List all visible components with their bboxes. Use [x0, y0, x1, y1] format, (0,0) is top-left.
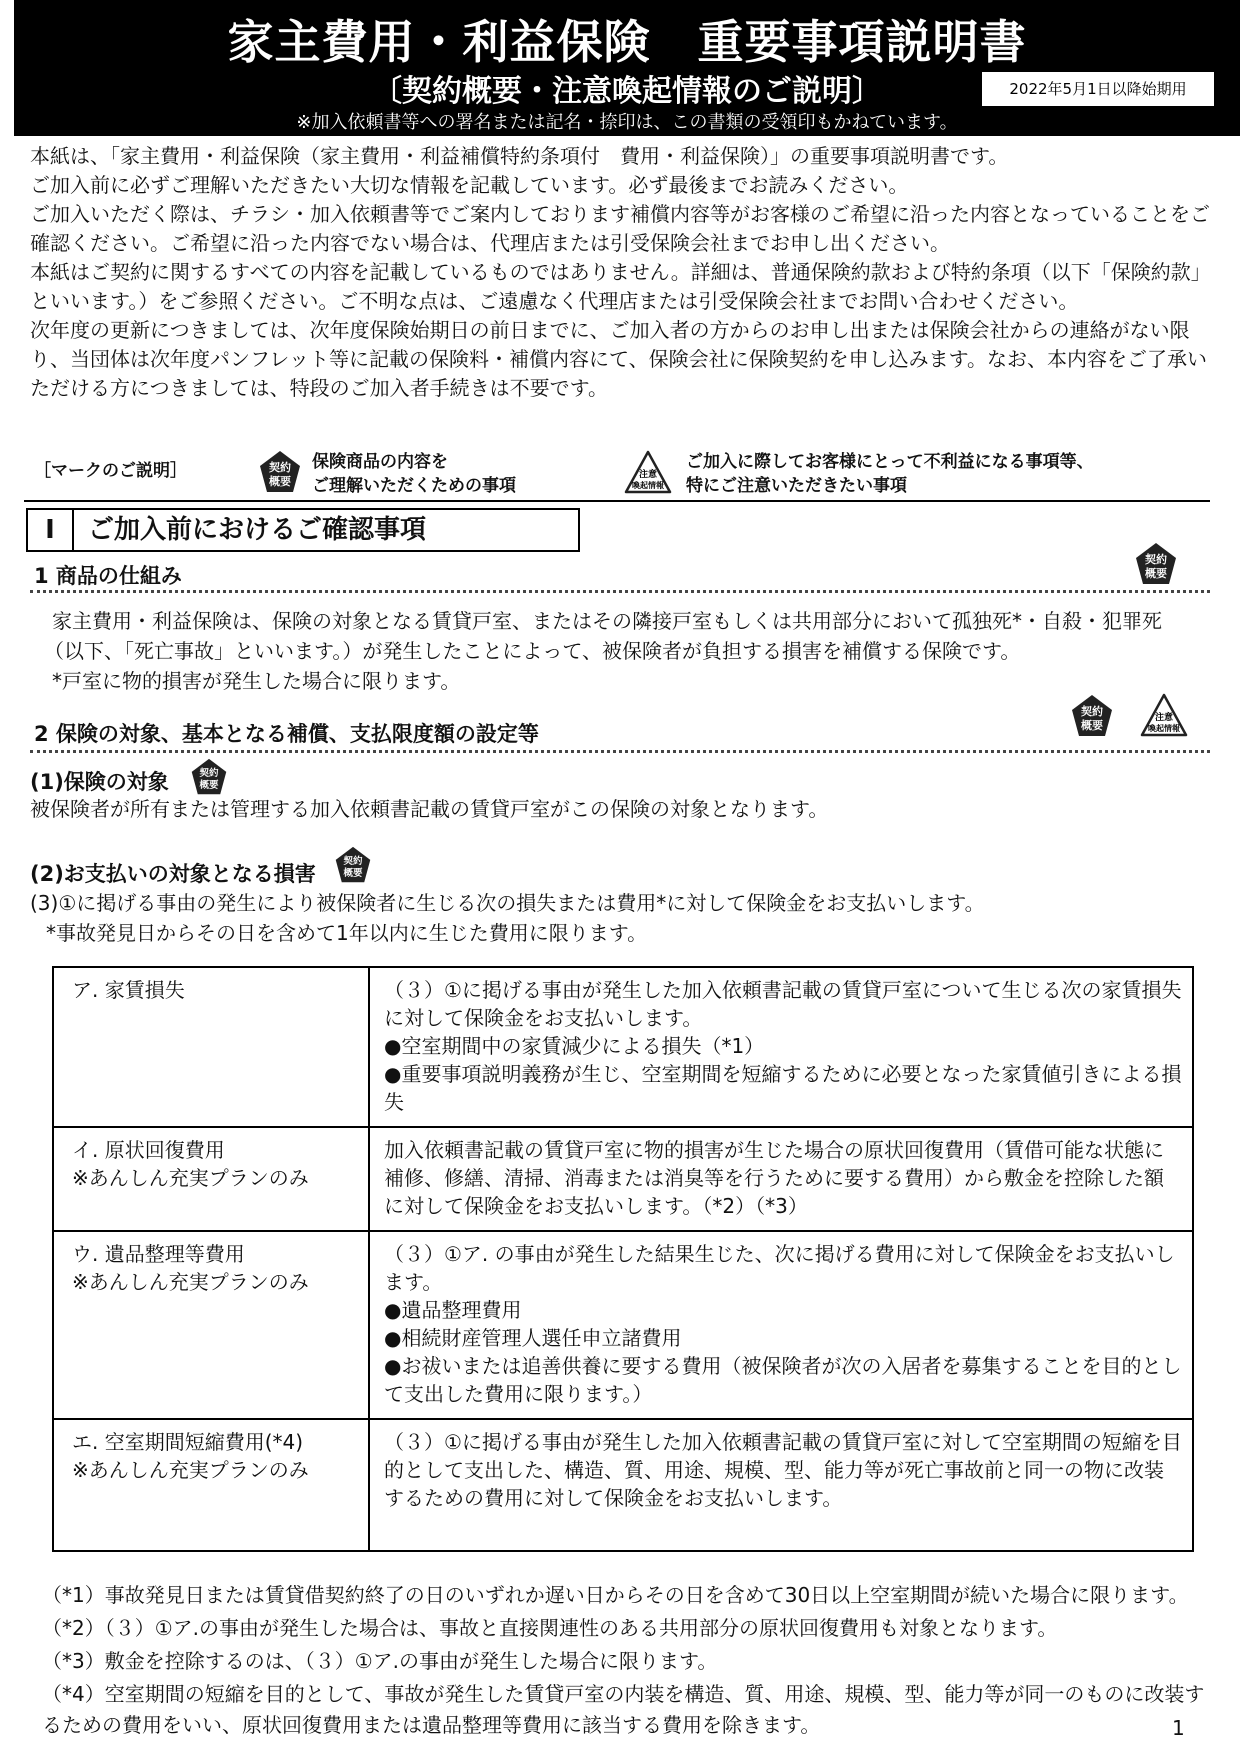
- mark-legend-label: ［マークのご説明］: [34, 461, 187, 481]
- coverage-detail-line: （３）①ア. の事由が発生した結果生じた、次に掲げる費用に対して保険金をお支払いします。: [384, 1242, 1175, 1294]
- icon-text: 契約: [1145, 553, 1167, 566]
- section-heading: [26, 508, 580, 552]
- footnotes: [42, 1580, 1222, 1743]
- document-subtitle: 〔契約概要・注意喚起情報のご説明〕: [372, 74, 882, 109]
- subsection-1-footnote: *戸室に物的損害が発生した場合に限ります。: [52, 669, 461, 693]
- coverage-detail-cell: [369, 1127, 1193, 1231]
- icon-text: 喚起情報: [1148, 724, 1180, 733]
- subsection-1-text: 家主費用・利益保険は、保険の対象となる賃貸戸室、またはその隣接戸室もしくは共用部分において孤独死*・自殺・犯罪死: [52, 609, 1162, 633]
- item-1-text: 被保険者が所有または管理する加入依頼書記載の賃貸戸室がこの保険の対象となります。: [30, 797, 829, 821]
- coverage-name: ウ. 遺品整理等費用: [72, 1242, 245, 1266]
- coverage-detail-line: （３）①に掲げる事由が発生した加入依頼書記載の賃貸戸室に対して空室期間の短縮を目的として支出した、構造、質、用途、規模、型、能力等が死亡事故前と同一の物に改装するための費用に対して保険金をお支払いします。: [384, 1430, 1182, 1510]
- footnote: （*2）（３）①ア.の事由が発生した場合は、事故と直接関連性のある共用部分の原状回復費用も対象となります。: [42, 1616, 1058, 1640]
- table-row: [53, 1231, 1193, 1419]
- item-2-footnote: *事故発見日からその日を含めて1年以内に生じた費用に限ります。: [46, 921, 648, 945]
- keiyaku-gaiyo-icon: [190, 758, 228, 796]
- subsection-2-title: 2 保険の対象、基本となる補償、支払限度額の設定等: [34, 722, 539, 746]
- coverage-detail-cell: [369, 1231, 1193, 1419]
- coverage-detail-cell: [369, 967, 1193, 1127]
- intro-paragraph: 次年度の更新につきましては、次年度保険始期日の前日までに、ご加入者の方からのお申し出または保険会社からの連絡がない限り、当団体は次年度パンフレット等に記載の保険料・補償内容にて、保険会社に保険契約を申し込みます。なお、本内容をご了承いただける方につきましては、特段のご加入者手続きは不要です。: [30, 318, 1207, 400]
- footnote: （*4）空室期間の短縮を目的として、事故が発生した賃貸戸室の内装を構造、質、用途、規模、型、能力等が同一のものに改装するための費用をいい、原状回復費用または遺品整理等費用に該当する費用を除きます。: [42, 1682, 1205, 1737]
- coverage-name-cell: [53, 1127, 369, 1231]
- section-title: ご加入前におけるご確認事項: [88, 515, 427, 545]
- icon-text: 概要: [343, 868, 363, 880]
- signature-notice: ※加入依頼書等への署名または記名・捺印は、この書類の受領印もかねています。: [296, 112, 958, 133]
- document-header: [14, 0, 1240, 136]
- coverage-detail-line: ●遺品整理費用: [384, 1298, 522, 1322]
- coverage-detail-line: 加入依頼書記載の賃貸戸室に物的損害が生じた場合の原状回復費用（賃借可能な状態に補修、修繕、清掃、消毒または消臭等を行うために要する費用）から敷金を控除した額に対して保険金をお支払いします。（*2）（*3）: [384, 1138, 1164, 1218]
- icon-text: 契約: [269, 461, 291, 474]
- coverage-detail-line: ●相続財産管理人選任申立諸費用: [384, 1326, 682, 1350]
- keiyaku-gaiyo-icon: [334, 846, 372, 884]
- table-row: [53, 967, 1193, 1127]
- coverage-detail-line: ●空室期間中の家賃減少による損失（*1）: [384, 1034, 765, 1058]
- subsection-1-text: （以下、「死亡事故」といいます。）が発生したことによって、被保険者が負担する損害を補償する保険です。: [44, 639, 1021, 663]
- section-number: I: [28, 510, 74, 550]
- icon-text: 契約: [199, 768, 219, 780]
- coverage-name: エ. 空室期間短縮費用(*4): [72, 1430, 304, 1454]
- footnote: （*1）事故発見日または賃貸借契約終了の日のいずれか遅い日からその日を含めて30日以上空室期間が続いた場合に限ります。: [42, 1583, 1189, 1607]
- intro-paragraph: 本紙は、「家主費用・利益保険（家主費用・利益補償特約条項付 費用・利益保険）」の重要事項説明書です。: [30, 144, 1009, 168]
- keiyaku-description-line: 保険商品の内容を: [312, 452, 448, 472]
- keiyaku-gaiyo-icon: [1070, 694, 1114, 738]
- coverage-detail-line: （３）①に掲げる事由が発生した加入依頼書記載の賃貸戸室について生じる次の家賃損失に対して保険金をお支払いします。: [384, 978, 1182, 1030]
- intro-text: [30, 142, 1220, 403]
- icon-text: 注意: [1154, 713, 1174, 723]
- icon-text: 注意: [638, 470, 658, 480]
- intro-paragraph: ご加入前に必ずご理解いただきたい大切な情報を記載しています。必ず最後までお読みください。: [30, 173, 909, 197]
- coverage-plan-note: ※あんしん充実プランのみ: [72, 1166, 309, 1190]
- icon-text: 概要: [199, 780, 219, 792]
- keiyaku-description-line: ご理解いただくための事項: [312, 476, 516, 496]
- item-2-text: (3)①に掲げる事由の発生により被保険者に生じる次の損失または費用*に対して保険金をお支払いします。: [30, 891, 985, 915]
- chui-kanki-icon: [1140, 692, 1188, 738]
- chui-description-line: 特にご注意いただきたい事項: [686, 476, 907, 496]
- icon-text: 契約: [1081, 705, 1103, 718]
- mark-legend: [30, 448, 1210, 500]
- keiyaku-gaiyo-icon: [258, 450, 302, 494]
- coverage-name: ア. 家賃損失: [72, 978, 185, 1002]
- icon-text: 喚起情報: [632, 481, 664, 490]
- chui-description-line: ご加入に際してお客様にとって不利益になる事項等、: [686, 452, 1094, 472]
- icon-text: 概要: [1145, 567, 1167, 580]
- coverage-name-cell: [53, 1231, 369, 1419]
- footnote: （*3）敷金を控除するのは、（３）①ア.の事由が発生した場合に限ります。: [42, 1649, 718, 1673]
- page-number: 1: [1172, 1716, 1185, 1740]
- dotted-divider: [30, 590, 1210, 593]
- intro-paragraph: 本紙はご契約に関するすべての内容を記載しているものではありません。詳細は、普通保険約款および特約条項（以下「保険約款」といいます。）をご参照ください。ご不明な点は、ご遠慮なく代理店または引受保険会社までお問い合わせください。: [30, 260, 1211, 313]
- table-row: [53, 1127, 1193, 1231]
- chui-description: [686, 450, 1094, 498]
- effective-date-badge: 2022年5月1日以降始期用: [982, 72, 1214, 106]
- coverage-name: イ. 原状回復費用: [72, 1138, 225, 1162]
- table-row: [53, 1419, 1193, 1551]
- coverage-detail-line: ●重要事項説明義務が生じ、空室期間を短縮するために必要となった家賃値引きによる損失: [384, 1062, 1182, 1114]
- coverage-detail-cell: [369, 1419, 1193, 1551]
- intro-paragraph: ご加入いただく際は、チラシ・加入依頼書等でご案内しております補償内容等がお客様のご希望に沿った内容となっていることをご確認ください。ご希望に沿った内容でない場合は、代理店または引受保険会社までお申し出ください。: [30, 202, 1210, 255]
- coverage-plan-note: ※あんしん充実プランのみ: [72, 1270, 309, 1294]
- document-title: 家主費用・利益保険 重要事項説明書: [227, 15, 1027, 69]
- coverage-name-cell: [53, 967, 369, 1127]
- item-1-title: (1)保険の対象: [30, 770, 169, 794]
- chui-kanki-icon: [624, 450, 672, 494]
- coverage-plan-note: ※あんしん充実プランのみ: [72, 1458, 309, 1482]
- coverage-table: [52, 966, 1194, 1552]
- keiyaku-description: [312, 450, 516, 498]
- item-2-title: (2)お支払いの対象となる損害: [30, 862, 316, 886]
- coverage-detail-line: ●お祓いまたは追善供養に要する費用（被保険者が次の入居者を募集することを目的として支出した費用に限ります。）: [384, 1354, 1182, 1406]
- dotted-divider: [30, 750, 1210, 753]
- horizontal-rule: [24, 500, 1210, 502]
- subsection-1-title: 1 商品の仕組み: [34, 564, 182, 588]
- keiyaku-gaiyo-icon: [1134, 542, 1178, 586]
- icon-text: 契約: [343, 856, 363, 868]
- coverage-name-cell: [53, 1419, 369, 1551]
- icon-text: 概要: [269, 475, 291, 488]
- icon-text: 概要: [1081, 719, 1103, 732]
